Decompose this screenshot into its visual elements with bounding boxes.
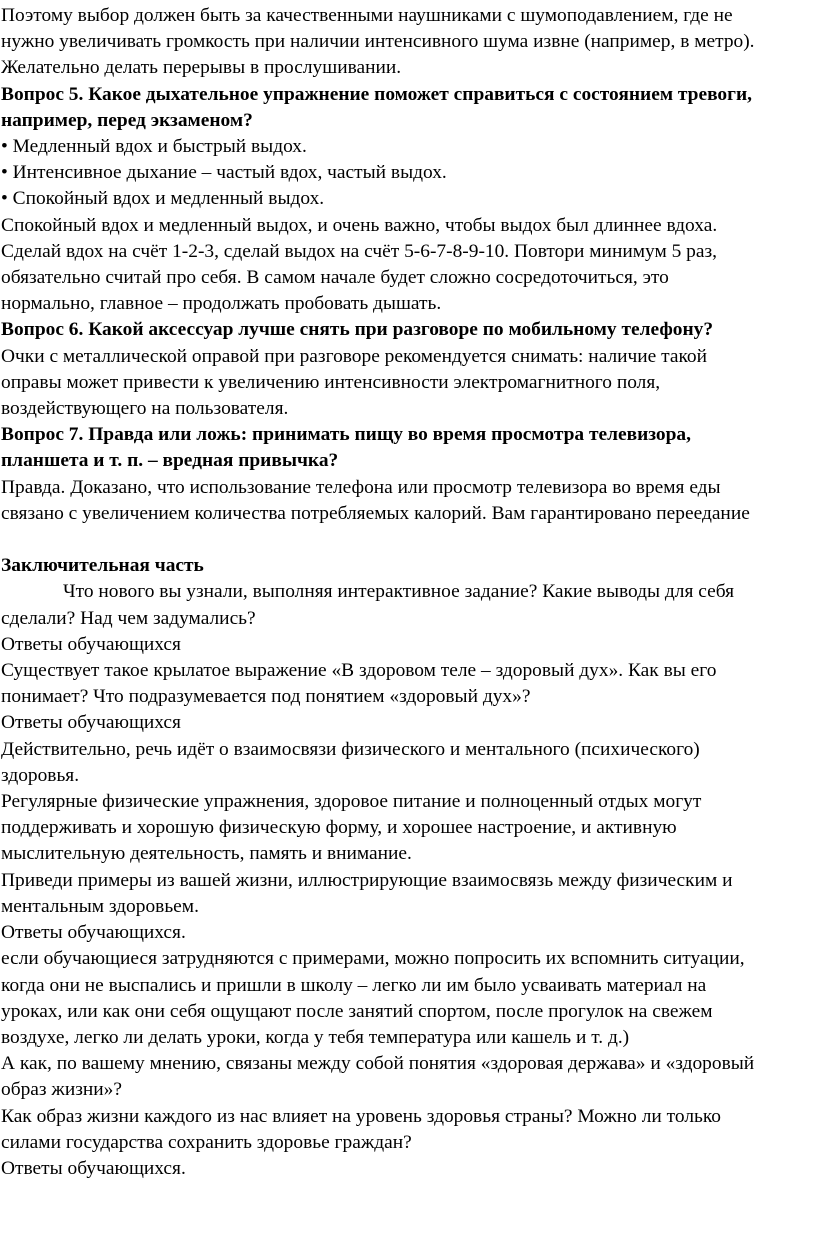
text-line: сделали? Над чем задумались? xyxy=(1,607,256,629)
text-line: Регулярные физические упражнения, здоровое питание и полноценный отдых могут xyxy=(1,791,702,813)
text-line: поддерживать и хорошую физическую форму, и хорошее настроение, и активную xyxy=(1,817,677,839)
text-line: Действительно, речь идёт о взаимосвязи физического и ментального (психического) xyxy=(1,738,700,760)
text-line: Ответы обучающихся xyxy=(1,633,181,655)
text-line: когда они не выспались и пришли в школу – легко ли им было усваивать материал на xyxy=(1,974,707,996)
question-heading: планшета и т. п. – вредная привычка? xyxy=(1,450,339,472)
text-line: Ответы обучающихся xyxy=(1,712,181,734)
text-line: Желательно делать перерывы в прослушивании. xyxy=(1,57,402,79)
text-line: Приведи примеры из вашей жизни, иллюстрирующие взаимосвязь между физическим и xyxy=(1,869,733,891)
text-line: Правда. Доказано, что использование телефона или просмотр телевизора во время еды xyxy=(1,476,721,498)
text-line: оправы может привести к увеличению интенсивности электромагнитного поля, xyxy=(1,371,661,393)
question-heading: Вопрос 6. Какой аксессуар лучше снять при разговоре по мобильному телефону? xyxy=(1,319,714,341)
text-line: Ответы обучающихся. xyxy=(1,1157,186,1179)
text-line: Очки с металлической оправой при разговоре рекомендуется снимать: наличие такой xyxy=(1,345,708,367)
text-line: Как образ жизни каждого из нас влияет на уровень здоровья страны? Можно ли только xyxy=(1,1105,721,1127)
text-line: обязательно считай про себя. В самом начале будет сложно сосредоточиться, это xyxy=(1,267,669,289)
text-line: ментальным здоровьем. xyxy=(1,895,199,917)
question-heading: Вопрос 7. Правда или ложь: принимать пищу во время просмотра телевизора, xyxy=(1,424,691,446)
section-heading: Заключительная часть xyxy=(1,555,204,577)
text-line: нужно увеличивать громкость при наличии интенсивного шума извне (например, в метро). xyxy=(1,31,755,53)
text-line: здоровья. xyxy=(1,764,80,786)
text-line: уроках, или как они себя ощущают после занятий спортом, после прогулок на свежем xyxy=(1,1000,713,1022)
text-line: Что нового вы узнали, выполняя интерактивное задание? Какие выводы для себя xyxy=(63,581,735,603)
text-line: воздействующего на пользователя. xyxy=(1,398,289,420)
text-line: Ответы обучающихся. xyxy=(1,922,186,944)
answer-option: • Интенсивное дыхание – частый вдох, частый выдох. xyxy=(1,162,447,184)
answer-option: • Спокойный вдох и медленный выдох. xyxy=(1,188,325,210)
text-line: если обучающиеся затрудняются с примерами, можно попросить их вспомнить ситуации, xyxy=(1,948,745,970)
blank-line xyxy=(1,527,816,553)
question-heading: например, перед экзаменом? xyxy=(1,109,253,131)
answer-option: • Медленный вдох и быстрый выдох. xyxy=(1,136,307,158)
text-line: воздухе, легко ли делать уроки, когда у тебя температура или кашель и т. д.) xyxy=(1,1026,630,1048)
text-line: силами государства сохранить здоровье граждан? xyxy=(1,1131,412,1153)
text-line: Существует такое крылатое выражение «В здоровом теле – здоровый дух». Как вы его xyxy=(1,660,717,682)
question-heading: Вопрос 5. Какое дыхательное упражнение поможет справиться с состоянием тревоги, xyxy=(1,83,752,105)
text-line: Спокойный вдох и медленный выдох, и очень важно, чтобы выдох был длиннее вдоха. xyxy=(1,214,718,236)
text-line: Сделай вдох на счёт 1-2-3, сделай выдох на счёт 5-6-7-8-9-10. Повтори минимум 5 раз, xyxy=(1,240,717,262)
text-line: образ жизни»? xyxy=(1,1079,122,1101)
text-line: нормально, главное – продолжать пробовать дышать. xyxy=(1,293,442,315)
text-line: А как, по вашему мнению, связаны между собой понятия «здоровая держава» и «здоровый xyxy=(1,1053,755,1075)
text-line: связано с увеличением количества потребляемых калорий. Вам гарантировано переедание xyxy=(1,502,750,524)
text-line: Поэтому выбор должен быть за качественными наушниками с шумоподавлением, где не xyxy=(1,5,733,26)
text-line: мыслительную деятельность, память и внимание. xyxy=(1,843,412,865)
text-line: понимает? Что подразумевается под понятием «здоровый дух»? xyxy=(1,686,531,708)
